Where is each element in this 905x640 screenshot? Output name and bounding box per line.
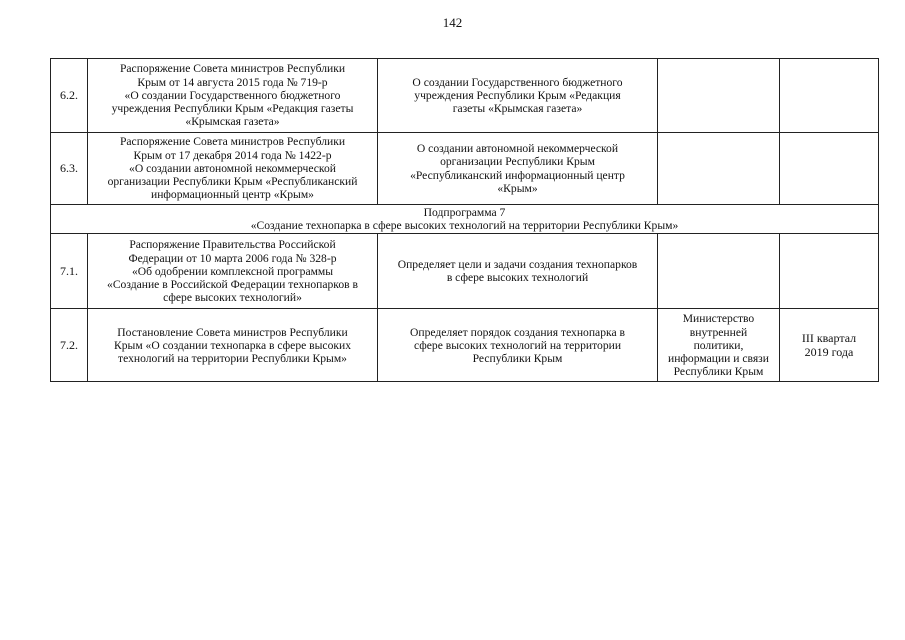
cell-text-line: сфере высоких технологий на территории [413, 338, 622, 352]
table-row [51, 309, 879, 382]
document-cell [88, 309, 378, 382]
cell-text-line: информационный центр «Крым» [151, 188, 314, 202]
table-row [51, 133, 879, 205]
row-number: 6.3. [51, 133, 88, 205]
document-cell [88, 59, 378, 133]
deadline-cell [780, 59, 879, 133]
cell-text-line: организации Республики Крым [440, 155, 595, 169]
document-cell [88, 133, 378, 205]
cell-text-line: Постановление Совета министров Республики [117, 325, 348, 339]
responsible-cell [658, 309, 780, 382]
row-number: 6.2. [51, 59, 88, 133]
cell-text-line: Крым «О создании технопарка в сфере высоких [114, 338, 351, 352]
description-cell [378, 59, 658, 133]
responsible-cell [658, 133, 780, 205]
deadline-cell [780, 133, 879, 205]
cell-text-line: «Крымская газета» [185, 115, 280, 129]
deadline-cell [780, 309, 879, 382]
cell-text-line: сфере высоких технологий» [163, 291, 302, 305]
cell-text-line: Крым от 14 августа 2015 года № 719-р [137, 75, 328, 89]
legal-acts-table [50, 58, 879, 382]
cell-text-line: Определяет порядок создания технопарка в [410, 325, 625, 339]
cell-text-line: информации и связи [668, 352, 769, 365]
cell-text-line: «Крым» [497, 181, 538, 195]
cell-text-line: О создании автономной некоммерческой [416, 142, 619, 156]
page-number: 142 [442, 15, 463, 30]
deadline-cell [780, 234, 879, 309]
table-row [51, 59, 879, 133]
cell-text-line: Распоряжение Совета министров Республики [119, 62, 346, 76]
description-cell [378, 133, 658, 205]
cell-text-line: в сфере высоких технологий [446, 271, 589, 285]
cell-text-line: технологий на территории Республики Крым» [118, 352, 347, 365]
cell-text-line: учреждения Республики Крым «Редакция газеты [111, 102, 354, 116]
document-cell [88, 234, 378, 309]
cell-text-line: Федерации от 10 марта 2006 года № 328-р [128, 251, 337, 265]
table-row [51, 234, 879, 309]
cell-text-line: «Создание в Российской Федерации технопарков в [107, 278, 358, 291]
subprogram-header [51, 205, 879, 234]
cell-text-line: Республики Крым [673, 365, 764, 379]
subprogram-name: «Создание технопарка в сфере высоких технологий на территории Республики Крым» [250, 219, 679, 233]
cell-text-line: 2019 года [804, 345, 854, 360]
cell-text-line: Республики Крым [472, 352, 563, 365]
row-number: 7.2. [51, 309, 88, 382]
description-cell [378, 234, 658, 309]
cell-text-line: Крым от 17 декабря 2014 года № 1422-р [133, 148, 332, 162]
cell-text-line: «О создании автономной некоммерческой [129, 161, 336, 175]
responsible-cell [658, 59, 780, 133]
cell-text-line: О создании Государственного бюджетного [412, 75, 623, 89]
subprogram-row [51, 205, 879, 234]
cell-text-line: Распоряжение Совета министров Республики [119, 135, 346, 149]
cell-text-line: Определяет цели и задачи создания технопарков [397, 258, 638, 272]
cell-text-line: Министерство [682, 312, 755, 326]
cell-text-line: «О создании Государственного бюджетного [124, 88, 341, 102]
cell-text-line: III квартал [801, 331, 857, 346]
subprogram-title: Подпрограмма 7 [423, 206, 506, 219]
row-number: 7.1. [51, 234, 88, 309]
cell-text-line: Распоряжение Правительства Российской [129, 238, 336, 252]
cell-text-line: газеты «Крымская газета» [452, 102, 583, 116]
cell-text-line: политики, [693, 338, 744, 352]
cell-text-line: «Об одобрении комплексной программы [131, 264, 334, 278]
description-cell [378, 309, 658, 382]
responsible-cell [658, 234, 780, 309]
cell-text-line: «Республиканский информационный центр [410, 168, 625, 182]
cell-text-line: учреждения Республики Крым «Редакция [414, 88, 621, 102]
cell-text-line: организации Республики Крым «Республиканский [107, 175, 358, 189]
cell-text-line: внутренней [689, 325, 748, 339]
